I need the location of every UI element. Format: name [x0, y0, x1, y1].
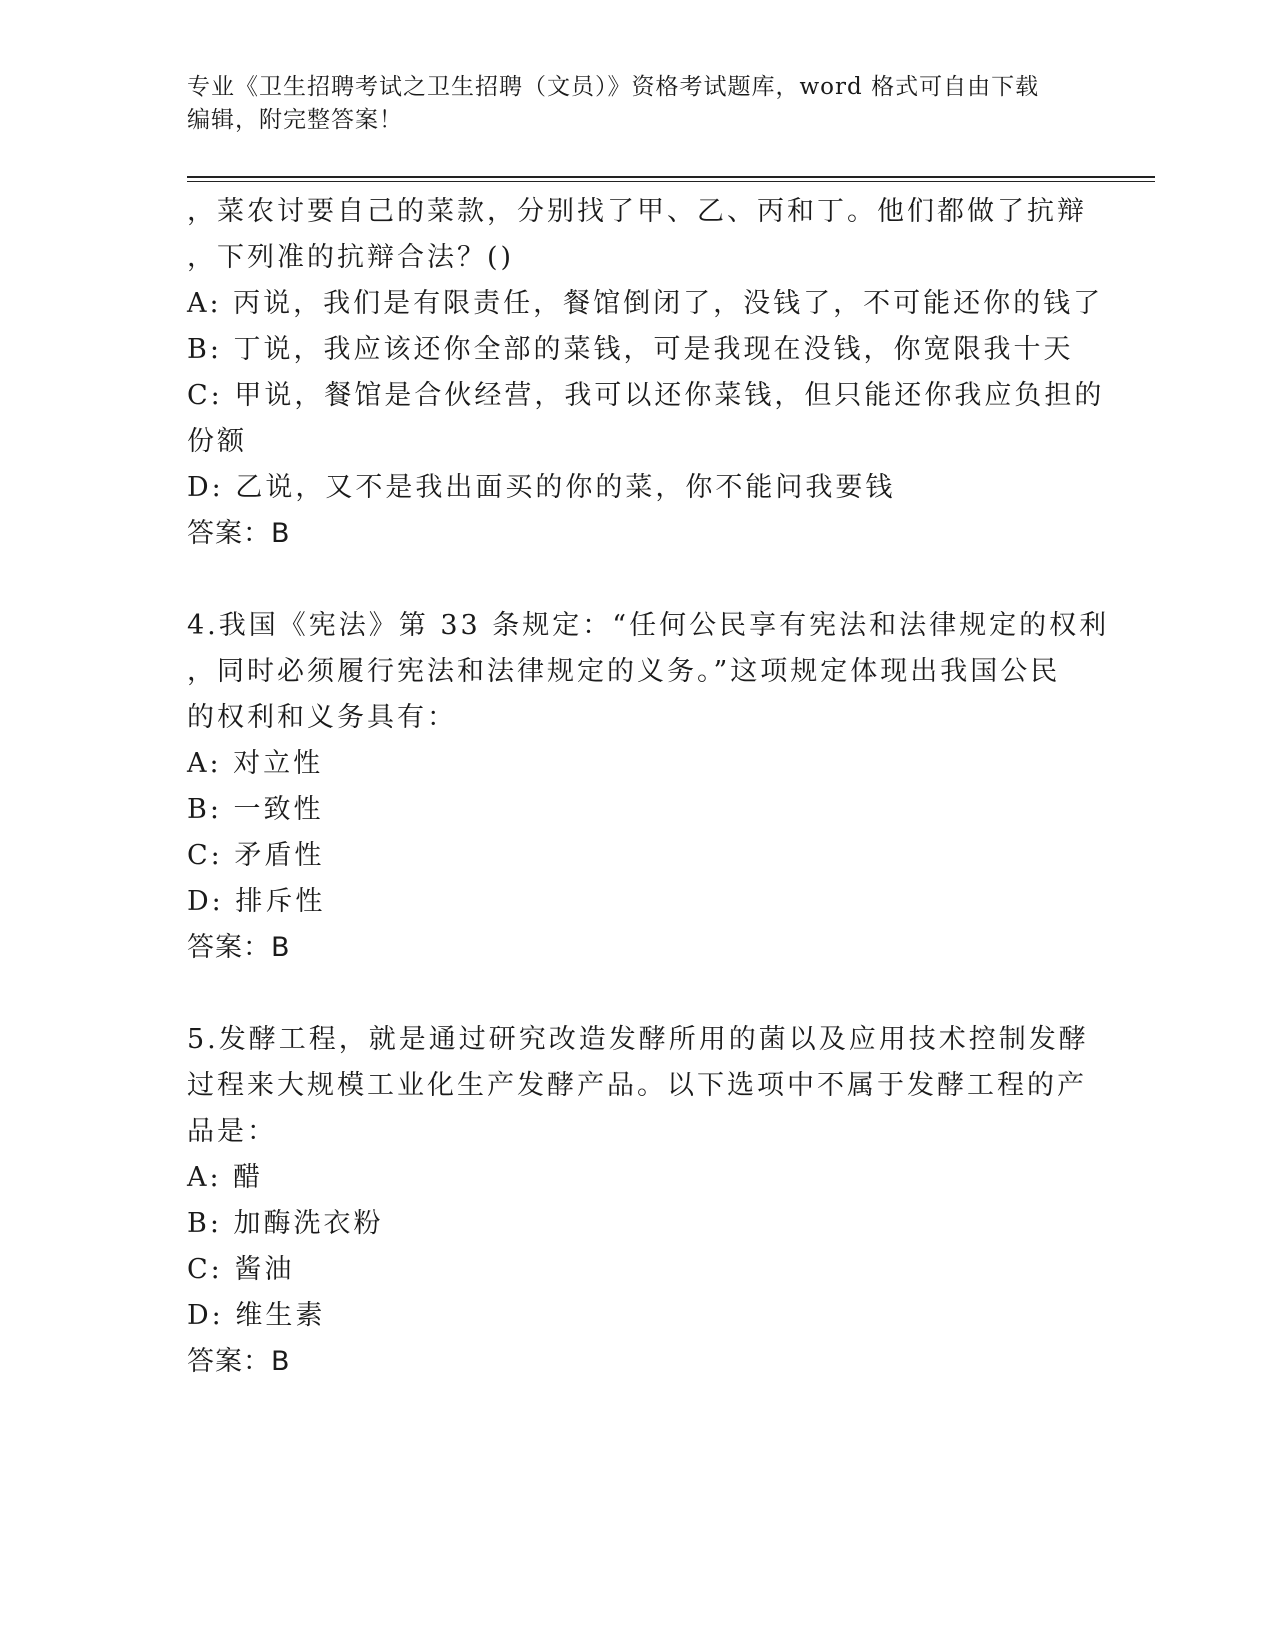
- question-stem-line: 品是：: [187, 1116, 277, 1147]
- question-stem-line: ，同时必须履行宪法和法律规定的义务。”这项规定体现出我国公民: [187, 656, 1061, 687]
- spacer: [187, 971, 1087, 1017]
- answer-label: 答案：B: [187, 1346, 291, 1377]
- answer-label: 答案：B: [187, 932, 291, 963]
- option-c: C: 矛盾性: [187, 840, 325, 871]
- header-line-1: 专业《卫生招聘考试之卫生招聘（文员）》资格考试题库，word 格式可自由下载: [187, 74, 1040, 100]
- option-a: A: 对立性: [187, 748, 324, 779]
- question-5: [187, 1017, 1087, 1385]
- option-b: B: 丁说，我应该还你全部的菜钱，可是我现在没钱，你宽限我十天: [187, 334, 1074, 365]
- answer-label: 答案：B: [187, 518, 291, 549]
- option-d: D: 乙说，又不是我出面买的你的菜，你不能问我要钱: [187, 472, 896, 503]
- page-header: [187, 71, 1087, 137]
- question-stem-line: ，下列准的抗辩合法？(): [187, 242, 515, 273]
- question-3: [187, 189, 1105, 557]
- option-b: B: 一致性: [187, 794, 324, 825]
- question-list: [187, 189, 1110, 1385]
- spacer: [187, 557, 1087, 603]
- header-divider: [187, 176, 1155, 182]
- option-c-continued: 份额: [187, 426, 247, 457]
- question-stem-line: 5.发酵工程，就是通过研究改造发酵所用的菌以及应用技术控制发酵: [187, 1024, 1089, 1055]
- option-d: D: 排斥性: [187, 886, 326, 917]
- question-stem-line: 过程来大规模工业化生产发酵产品。以下选项中不属于发酵工程的产: [187, 1070, 1087, 1101]
- question-4: [187, 603, 1110, 971]
- question-stem-line: ，菜农讨要自己的菜款，分别找了甲、乙、丙和丁。他们都做了抗辩: [187, 196, 1087, 227]
- option-a: A: 醋: [187, 1162, 264, 1193]
- option-c: C: 酱油: [187, 1254, 295, 1285]
- option-c: C: 甲说，餐馆是合伙经营，我可以还你菜钱，但只能还你我应负担的: [187, 380, 1105, 411]
- option-d: D: 维生素: [187, 1300, 326, 1331]
- question-stem-line: 的权利和义务具有：: [187, 702, 457, 733]
- header-line-2: 编辑，附完整答案！: [187, 107, 403, 133]
- option-b: B: 加酶洗衣粉: [187, 1208, 384, 1239]
- option-a: A: 丙说，我们是有限责任，餐馆倒闭了，没钱了，不可能还你的钱了: [187, 288, 1104, 319]
- question-stem-line: 4.我国《宪法》第 33 条规定：“任何公民享有宪法和法律规定的权利: [187, 610, 1110, 641]
